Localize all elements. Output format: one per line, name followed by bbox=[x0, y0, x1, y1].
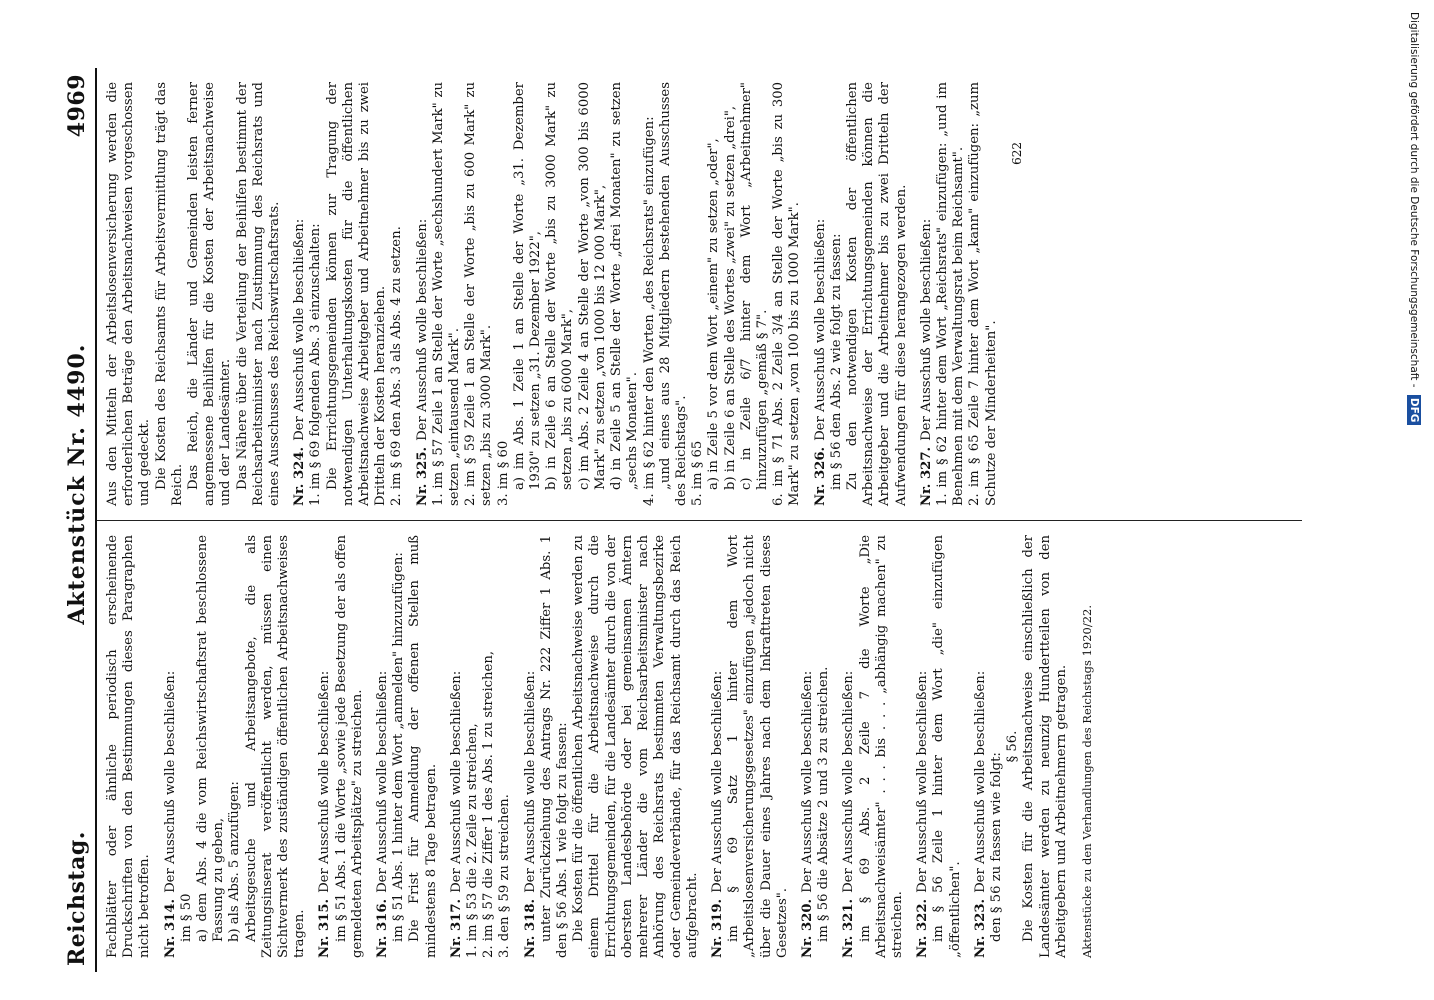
motion-line-text: 3. den § 59 zu streichen. bbox=[497, 794, 513, 958]
motion-text-line bbox=[244, 535, 309, 958]
motion-text-line bbox=[334, 535, 366, 958]
motion-line-text: Die Frist für Anmeldung der offenen Stellen muß mindestens 8 Tage betragen. bbox=[407, 535, 439, 958]
motion-entry bbox=[813, 82, 910, 506]
motion-text-line bbox=[391, 535, 407, 958]
motion-text-line bbox=[375, 535, 391, 958]
motion-text-line bbox=[706, 82, 722, 506]
motion-text-line bbox=[571, 535, 701, 958]
motion-line-text: Der Ausschuß wolle beschließen: bbox=[709, 670, 725, 893]
motion-line-text: Der Ausschuß wolle beschließen: bbox=[972, 670, 988, 893]
motion-text-line bbox=[609, 82, 641, 506]
motion-line-text: Der Ausschuß wolle beschließen: bbox=[918, 218, 934, 441]
motion-line-text: § 56. bbox=[1005, 730, 1021, 763]
dfg-logo: DFG bbox=[1407, 395, 1421, 426]
motion-line-text: Der Ausschuß wolle beschließen: bbox=[522, 670, 538, 893]
motion-line-text: Fachblätter oder ähnliche periodisch erscheinende Druckschriften von den Bestimmungen dieses Paragraphen nicht betroffen. bbox=[105, 535, 153, 958]
motion-text-line bbox=[690, 82, 706, 506]
motion-line-text: Der Ausschuß wolle beschließen: bbox=[414, 218, 430, 441]
motion-entry bbox=[973, 535, 1070, 958]
motion-entry bbox=[105, 82, 283, 506]
motion-text-line bbox=[800, 535, 816, 958]
motion-line-text: Der Ausschuß wolle beschließen: bbox=[375, 670, 391, 893]
motion-line-text: 5. im § 65 bbox=[690, 440, 706, 506]
motion-line-text: Die Errichtungsgemeinden können zur Tragung der notwendigen Unterhaltungskosten für die öffentlichen Arbeitsnachweise Arbeitgeber und Arbeitnehmer bis zu zwei Dritteln der Kosten heranziehen. bbox=[324, 82, 389, 506]
motion-line-text: Das Nähere über die Verteilung der Beihilfen bestimmt der Reichsarbeitsminister nach Zustimmung des Reichsrats und eines Ausschusses des Reichswirtschaftsrats. bbox=[234, 82, 283, 506]
motion-line-text: 2. im § 59 Zeile 1 an Stelle der Worte „bis zu 600 Mark" zu setzen „bis zu 3000 Mark". bbox=[463, 82, 495, 506]
motion-line-text: Der Ausschuß wolle beschließen: bbox=[915, 670, 931, 893]
motion-text-line bbox=[771, 82, 803, 506]
motion-entry bbox=[375, 535, 440, 958]
text-columns bbox=[97, 68, 1302, 972]
motion-text-line bbox=[829, 82, 845, 506]
motion-line-text: Der Ausschuß wolle beschließen: bbox=[812, 218, 828, 441]
motion-text-line bbox=[481, 535, 497, 958]
motion-text-line bbox=[931, 535, 963, 958]
motion-text-line bbox=[845, 82, 910, 506]
header-center: Aktenstück Nr. 4490. bbox=[64, 343, 90, 625]
motion-text-line bbox=[816, 535, 832, 958]
margin-note bbox=[1404, 12, 1424, 592]
motion-text-line bbox=[523, 535, 539, 958]
motion-entry bbox=[163, 535, 309, 958]
motion-line-text: 2. im § 65 Zeile 7 hinter dem Wort „kann" einzufügen: „zum Schutze der Minderheiten". bbox=[967, 82, 999, 506]
motion-line-text: 2. im § 57 die Ziffer 1 des Abs. 1 zu streichen, bbox=[481, 650, 497, 958]
motion-entry bbox=[915, 535, 964, 958]
motion-text-line bbox=[723, 82, 739, 506]
motion-text-line bbox=[449, 535, 465, 958]
motion-text-line bbox=[726, 535, 791, 958]
motion-line-text: c) in Zeile 6/7 hinter dem Wort „Arbeitnehmer" hinzuzufügen „gemäß § 7". bbox=[738, 82, 770, 490]
motion-line-text: Die Kosten für die öffentlichen Arbeitsnachweise werden zu einem Drittel für die Arbeitsnachweise durch die Errichtungsgemeinden, für die Landesämter durch die von der obersten Landesbehörde oder bei gemeinsamen Ämtern mehrerer Länder die vom Reichsarbeitsminister nach Anhörung des Reichsrats bestimmten Verwaltungsbezirke oder Gemeindeverbände, für das Reichsamt durch das Reich aufgebracht. bbox=[571, 535, 700, 958]
motion-number: Nr. 319. bbox=[709, 898, 725, 958]
motion-line-text: 2. im § 69 den Abs. 3 als Abs. 4 zu setzen. bbox=[389, 226, 405, 506]
motion-line-text: 1. im § 57 Zeile 1 an Stelle der Worte „sechshundert Mark" zu setzen „eintausend Mark". bbox=[430, 82, 463, 506]
motion-text-line bbox=[539, 535, 571, 958]
motion-line-text: im § 50 bbox=[178, 893, 194, 942]
sheet-number: 622 bbox=[1009, 142, 1024, 165]
header-left: Reichstag. bbox=[64, 831, 90, 966]
motion-number: Nr. 323. bbox=[972, 898, 988, 958]
page-header bbox=[64, 68, 97, 972]
motion-text-line bbox=[227, 535, 243, 958]
motion-text-line bbox=[739, 82, 771, 506]
motion-text-line bbox=[496, 82, 512, 506]
motion-number: Nr. 325. bbox=[414, 446, 430, 506]
motion-text-line bbox=[841, 535, 857, 958]
motion-line-text: im § 51 Abs. 1 die Worte „sowie jede Besetzung der als offen gemeldeten Arbeitsplätze" zu streichen. bbox=[333, 535, 365, 958]
motion-line-text: a) dem Abs. 4 die vom Reichswirtschaftsrat beschlossene Fassung zu geben, bbox=[195, 535, 227, 942]
motion-line-text: Die Kosten für die Arbeitsnachweise einschließlich der Landesämter werden zu neunzig Hundertteilen von den Arbeitgebern und Arbeitnehmern getragen. bbox=[1021, 535, 1069, 958]
motion-entry bbox=[292, 82, 405, 506]
motion-number: Nr. 318. bbox=[522, 898, 538, 958]
motion-number: Nr. 322. bbox=[915, 898, 931, 958]
motion-text-line bbox=[407, 535, 439, 958]
motion-text-line bbox=[989, 535, 1005, 958]
motion-line-text: den § 56 zu fassen wie folgt: bbox=[988, 752, 1004, 942]
motion-line-text: Der Ausschuß wolle beschließen: bbox=[317, 670, 333, 893]
motion-text-line bbox=[577, 82, 609, 506]
motion-text-line bbox=[858, 535, 907, 958]
motion-line-text: 1. im § 69 folgenden Abs. 3 einzuschalten: bbox=[308, 223, 324, 506]
motion-line-text: im § 56 Zeile 1 hinter dem Wort „die" einzufügen „öffentlichen". bbox=[931, 535, 963, 958]
motion-number: Nr. 321. bbox=[841, 898, 857, 958]
motion-line-text: Der Ausschuß wolle beschließen: bbox=[292, 218, 308, 441]
motion-line-text: Die Kosten des Reichsamts für Arbeitsvermittlung trägt das Reich. bbox=[153, 82, 185, 506]
motion-line-text: im § 69 Abs. 2 Zeile 7 die Worte „Die Arbeitsnachweisämter" . . . bis . . . „abhängig machen" zu streichen. bbox=[857, 535, 905, 958]
motion-text-line bbox=[325, 82, 390, 506]
motion-text-line bbox=[431, 82, 463, 506]
motion-line-text: b) in Zeile 6 an Stelle der Worte „bis zu 3000 Mark" zu setzen „bis zu 6000 Mark", bbox=[544, 82, 576, 490]
motion-text-line bbox=[935, 82, 967, 506]
motion-line-text: b) als Abs. 5 anzufügen: bbox=[227, 781, 243, 942]
motion-text-line bbox=[1005, 535, 1021, 958]
motion-entry bbox=[710, 535, 791, 958]
motion-line-text: c) im Abs. 2 Zeile 4 an Stelle der Worte „von 300 bis 6000 Mark" zu setzen „von 1000 bis 12 000 Mark", bbox=[576, 82, 608, 490]
margin-note-text: Digitalisierung gefördert durch die Deutsche Forschungsgemeinschaft - bbox=[1408, 12, 1420, 388]
motion-line-text: 4. im § 62 hinter den Worten „des Reichsrats" einzufügen: bbox=[641, 116, 657, 506]
motion-text-line bbox=[179, 535, 195, 958]
motion-entry bbox=[105, 535, 154, 958]
motion-line-text: 6. im § 71 Abs. 2 Zeile 3/4 an Stelle der Worte „bis zu 300 Mark" zu setzen „von 100 bis zu 1000 Mark". bbox=[771, 82, 803, 506]
motion-text-line bbox=[1021, 535, 1070, 958]
header-page-number: 4969 bbox=[64, 74, 90, 138]
motion-entry bbox=[449, 535, 514, 958]
motion-text-line bbox=[512, 82, 544, 506]
motion-line-text: Aus den Mitteln der Arbeitslosenversicherung werden die erforderlichen Beträge den Arbeitsnachweisen vorgeschossen und gedeckt. bbox=[105, 82, 153, 506]
motion-text-line bbox=[658, 82, 690, 506]
motion-line-text: b) in Zeile 6 an Stelle des Wortes „zwei" zu setzen „drei", bbox=[722, 105, 738, 490]
motion-text-line bbox=[292, 82, 308, 506]
motion-line-text: 1. im § 62 hinter dem Wort „Reichsrats" einzufügen: „und im Benehmen mit dem Verwaltungsrat beim Reichsamt". bbox=[934, 82, 967, 506]
motion-number: Nr. 320. bbox=[799, 898, 815, 958]
motion-text-line bbox=[973, 535, 989, 958]
motion-text-line bbox=[915, 535, 931, 958]
motion-text-line bbox=[308, 82, 324, 506]
motion-text-line bbox=[967, 82, 999, 506]
motion-line-text: 1. im § 53 die 2. Zeile zu streichen, bbox=[465, 723, 481, 958]
motion-number: Nr. 324. bbox=[292, 446, 308, 506]
motion-line-text: 3. im § 60 bbox=[495, 440, 511, 506]
motion-text-line bbox=[154, 82, 186, 506]
motion-text-line bbox=[105, 535, 154, 958]
document-page bbox=[50, 40, 1384, 1000]
motion-number: Nr. 314. bbox=[162, 898, 178, 958]
motion-text-line bbox=[813, 82, 829, 506]
motion-entry bbox=[317, 535, 366, 958]
motion-entry bbox=[523, 535, 701, 958]
motion-line-text: Das Reich, die Länder und Gemeinden leisten ferner angemessene Beihilfen für die Kosten der Arbeitsnachweise und der Landesämter. bbox=[186, 82, 234, 506]
motion-text-line bbox=[317, 535, 333, 958]
motion-number: Nr. 315. bbox=[317, 898, 333, 958]
motion-line-text: im § 56 den Abs. 2 wie folgt zu fassen: bbox=[828, 233, 844, 490]
motion-line-text: im § 56 die Absätze 2 und 3 zu streichen. bbox=[816, 666, 832, 942]
left-column bbox=[97, 520, 1302, 972]
motion-text-line bbox=[163, 535, 179, 958]
motion-line-text: im § 51 Abs. 1 hinter dem Wort „anmelden" hinzuzufügen: bbox=[391, 552, 407, 942]
motion-text-line bbox=[235, 82, 284, 506]
motion-text-line bbox=[465, 535, 481, 958]
motion-number: Nr. 317. bbox=[448, 898, 464, 958]
motion-entry bbox=[919, 82, 1000, 506]
motion-number: Nr. 327. bbox=[918, 446, 934, 506]
motion-text-line bbox=[105, 82, 154, 506]
motion-line-text: Arbeitsgesuche und Arbeitsangebote, die als Zeitungsinserat veröffentlicht werden, müssen einen Sichtvermerk des zuständigen öffentlichen Arbeitsnachweises tragen. bbox=[243, 535, 308, 958]
motion-number: Nr. 316. bbox=[375, 898, 391, 958]
motion-line-text: „und eines aus 28 Mitgliedern bestehenden Ausschusses des Reichstags". bbox=[657, 82, 689, 506]
motion-text-line bbox=[497, 535, 513, 958]
motion-text-line bbox=[710, 535, 726, 958]
motion-line-text: d) in Zeile 5 an Stelle der Worte „drei Monaten" zu setzen „sechs Monaten". bbox=[609, 82, 641, 490]
motion-line-text: Der Ausschuß wolle beschließen: bbox=[799, 670, 815, 893]
motion-line-text: Der Ausschuß wolle beschließen: bbox=[448, 670, 464, 893]
motion-entry bbox=[415, 82, 804, 506]
motion-entry bbox=[841, 535, 906, 958]
motion-text-line bbox=[642, 82, 658, 506]
motion-text-line bbox=[463, 82, 495, 506]
motion-text-line bbox=[415, 82, 431, 506]
motion-number: Nr. 326. bbox=[812, 446, 828, 506]
motion-text-line bbox=[919, 82, 935, 506]
motion-text-line bbox=[389, 82, 405, 506]
motion-line-text: im § 69 Satz 1 hinter dem Wort „Arbeitslosenversicherungsgesetzes" einzufügen „jedoch nicht über die Dauer eines Jahres nach dem Inkrafttreten dieses Gesetzes". bbox=[726, 535, 790, 958]
motion-text-line bbox=[544, 82, 576, 506]
motion-text-line bbox=[195, 535, 227, 958]
motion-line-text: a) in Zeile 5 vor dem Wort „einem" zu setzen „oder", bbox=[706, 138, 722, 490]
motion-line-text: unter Zurückziehung des Antrags Nr. 222 Ziffer 1 Abs. 1 den § 56 Abs. 1 wie folgt zu fassen: bbox=[538, 535, 571, 958]
motion-line-text: Der Ausschuß wolle beschließen: bbox=[841, 670, 857, 893]
motion-line-text: Zu den notwendigen Kosten der öffentlichen Arbeitsnachweise der Errichtungsgemeinden können die Arbeitgeber und die Arbeitnehmer bis zu zwei Dritteln der Aufwendungen für diese herangezogen werden. bbox=[844, 82, 909, 506]
footnote: Aktenstücke zu den Verhandlungen des Reichstags 1920/22. bbox=[1079, 604, 1094, 958]
motion-entry bbox=[800, 535, 832, 958]
motion-line-text: Der Ausschuß wolle beschließen: bbox=[162, 670, 178, 893]
motion-text-line bbox=[186, 82, 235, 506]
motion-line-text: a) im Abs. 1 Zeile 1 an Stelle der Worte „31. Dezember 1930" zu setzen „31. Dezember 1922", bbox=[511, 82, 544, 490]
right-column bbox=[97, 68, 1302, 520]
